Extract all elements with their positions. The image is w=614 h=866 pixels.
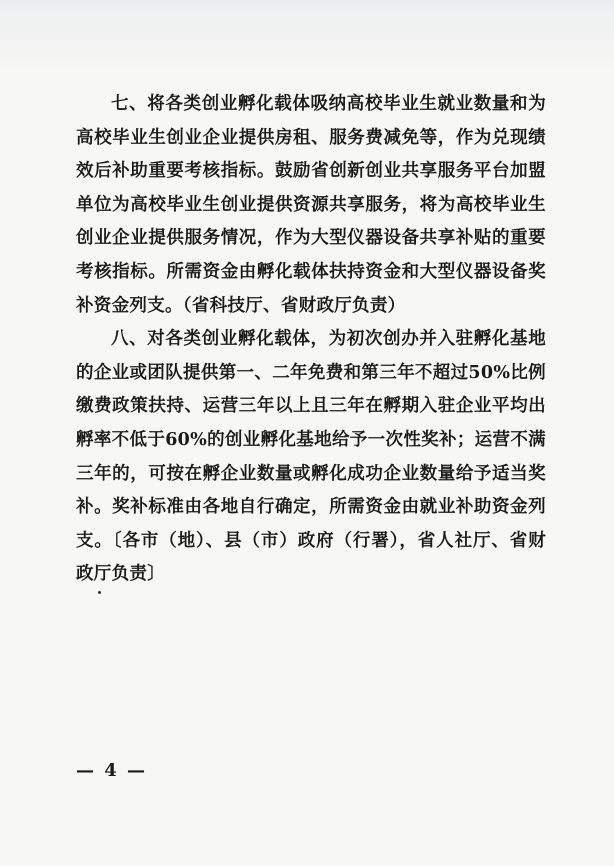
document-body — [76, 88, 546, 592]
page-number: — 4 — — [76, 760, 148, 781]
paragraph-seven: 七、将各类创业孵化载体吸纳高校毕业生就业数量和为高校毕业生创业企业提供房租、服务费减免等，作为兑现绩效后补助重要考核指标。鼓励省创新创业共享服务平台加盟单位为高校毕业生创业提供资源共享服务，将为高校毕业生创业企业提供服务情况，作为大型仪器设备共享补贴的重要考核指标。所需资金由孵化载体扶持资金和大型仪器设备奖补资金列支。（省科技厅、省财政厅负责） — [76, 94, 546, 316]
paragraph-eight: 八、对各类创业孵化载体，为初次创办并入驻孵化基地的企业或团队提供第一、二年免费和第三年不超过50%比例缴费政策扶持、运营三年以上且三年在孵期入驻企业平均出孵率不低于60%的创业孵化基地给予一次性奖补；运营不满三年的，可按在孵企业数量或孵化成功企业数量给予适当奖补。奖补标准由各地自行确定，所需资金由就业补助资金列支。〔各市（地）、县（市）政府（行署），省人社厅、省财政厅负责〕 — [76, 329, 546, 585]
scan-speck — [98, 591, 101, 594]
scan-smudge — [0, 0, 614, 80]
